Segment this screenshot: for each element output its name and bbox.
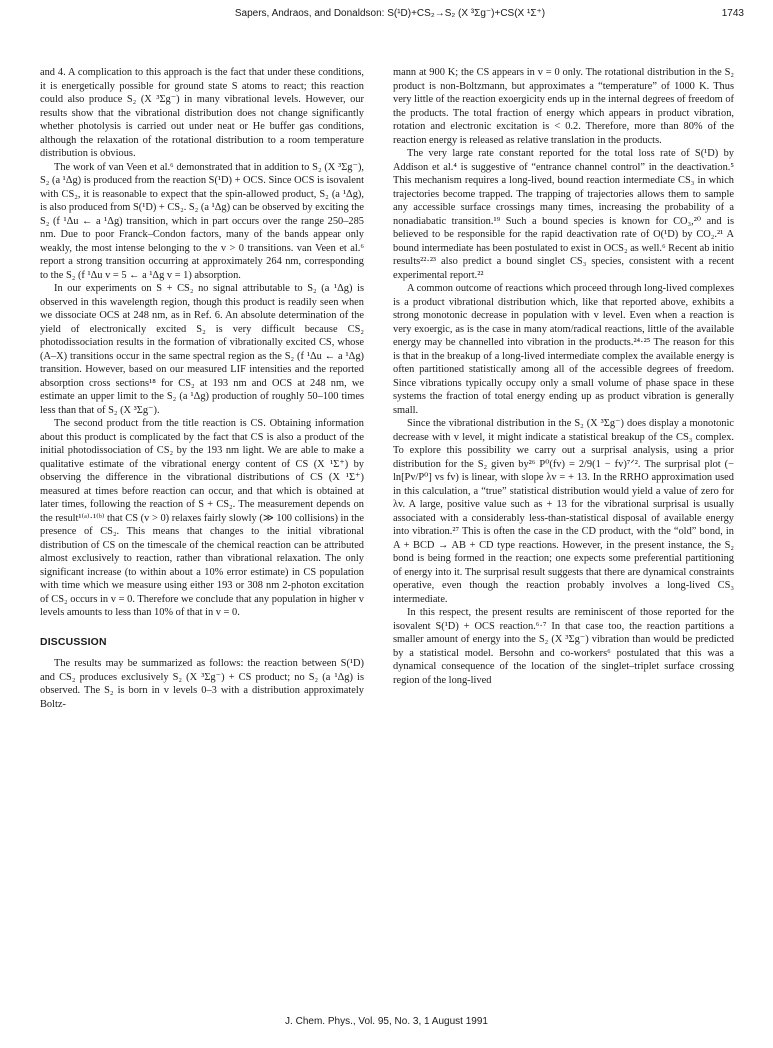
running-title: Sapers, Andraos, and Donaldson: S(¹D)+CS₂→S₂ (X ³Σg⁻)+CS(X ¹Σ⁺) — [234, 8, 546, 19]
section-heading: DISCUSSION — [40, 636, 107, 648]
paragraph: Since the vibrational distribution in the S₂ (X ³Σg⁻) does display a monotonic decrease with v level, it might indicate a statistical breakup of the CS₃ complex. To explore this possibility we carry out a surprisal analysis, using a prior distribution for the S₂ given by²⁶ P⁰(fv) = 2/9(1 − fv)⁷ᐟ². The surprisal plot (− ln[Pv/P⁰] vs fv) is linear, with slope λv = + 13. In the RRHO approximation used in this calculation, a “true” statistical distribution would yield a value of zero for λv. A large, positive value such as + 13 for the vibrational surprisal is usually associated with a considerably less-than-statistical disposal of available energy into vibration.²⁷ This is often the case in the CD product, with the “old” bond, in A + BCD → AB + CD type reactions. However, in the present instance, the S₂ bond is being formed in the reaction; one expects some preferential partitioning of energy into it. The surprisal result suggests that there are dynamical constraints operative, even though the reaction probably involves a long-lived CS₃ intermediate. — [393, 418, 734, 605]
running-header — [36, 8, 744, 26]
paragraph: The work of van Veen et al.⁶ demonstrated that in addition to S₂ (X ³Σg⁻), S₂ (a ¹Δg) is produced from the reaction S(¹D) + OCS. Since OCS is isovalent with CS₂, it is reasonable to expect that the spin-allowed product, S₂ (a ¹Δg), is also produced from S(¹D) + CS₂. S₂ (a ¹Δg) can be observed by exciting the S₂ (f ¹Δu ← a ¹Δg) transition, which in part occurs over the range 250–285 nm. Due to poor Franck–Condon factors, many of the bands appear only weakly, the most intense belonging to the v > 0 transitions. van Veen et al.⁶ report a strong transition occurring at approximately 264 nm, corresponding to the S₂ (f ¹Δu v = 5 ← a ¹Δg v = 1) absorption. — [40, 161, 364, 281]
paragraph: The results may be summarized as follows: the reaction between S(¹D) and CS₂ produces exclusively S₂ (X ³Σg⁻) + CS product; no S₂ (a ¹Δg) is observed. The S₂ is born in v levels 0–3 with a distribution approximately Boltz- — [40, 658, 364, 710]
paragraph: A common outcome of reactions which proceed through long-lived complexes is a product vibrational distribution which, like that reported above, exhibits a strong monotonic decrease in population with v level. Even when a reaction is very exoergic, as is the case in many atom/radical reactions, little of the available energy may be channelled into vibration in the products.²⁴·²⁵ The reason for this is that in the breakup of a long-lived intermediate complex the available energy is often partitioned statistically among all of the accessible degrees of freedom. Since vibrations typically occupy only a small volume of phase space in these systems the fraction of total energy ending up as product vibration is generally small. — [393, 283, 734, 416]
left-column — [40, 66, 364, 711]
paragraph: and 4. A complication to this approach is the fact that under these conditions, it is energetically possible for ground state S atoms to react; this reaction could also produce S₂ (X ³Σg⁻) in many vibrational levels. However, our results show that the vibrational distribution does not change significantly whether photolysis is carried out under neat or He buffer gas conditions, although the relaxation of the rotational distribution to a room temperature distribution is obvious. — [40, 67, 364, 159]
paragraph: The second product from the title reaction is CS. Obtaining information about this product is complicated by the fact that CS is also a product of the initial photodissociation of CS₂ by the 193 nm light. We are able to make a qualitative estimate of the vibrational energy content of CS (X ¹Σ⁺) by observing the difference in the vibrational distributions of CS (X ¹Σ⁺) measured at times before reaction can occur, and that which is obtained at later times, following the reaction of S + CS₂. The measurement depends on the result¹⁽ᵃ⁾·¹⁽ᵇ⁾ that CS (v > 0) relaxes fairly slowly (≫ 100 collisions) in the presence of CS₂. This means that changes to the initial vibrational distribution of CS on the timescale of the chemical reaction can be attributed almost exclusively to reaction, rather than vibrational relaxation. The only significant increase (to within about a 10% error estimate) in CS population with time which we measure using either 193 or 308 nm 2-photon excitation of CS₂ occurs in v = 0. Therefore we conclude that any population in higher v levels amounts to less than 10% of that in v = 0. — [40, 418, 364, 618]
paragraph: In our experiments on S + CS₂ no signal attributable to S₂ (a ¹Δg) is observed in this wavelength region, though this product is readily seen when we dissociate OCS at 248 nm, as in Ref. 6. An absolute determination of the yield of electronically excited S₂ is very difficult because CS₂ photodissociation results in the formation of vibrationally excited CS, whose (A–X) transitions occur in the same spectral region as the S₂ (f ¹Δu ← a ¹Δg) transition. However, based on our measured LIF intensities and the reported absorption cross sections¹⁸ for CS₂ at 193 nm and OCS at 248 nm, we estimate an upper limit to the S₂ (a ¹Δg) production of roughly 50–100 times less than that of S₂ (X ³Σg⁻). — [40, 283, 364, 416]
paragraph: In this respect, the present results are reminiscent of those reported for the isovalent S(¹D) + OCS reaction.⁶·⁷ In that case too, the reaction partitions a smaller amount of energy into the S₂ (X ³Σg⁻) vibration than would be predicted by a statistical model. Bersohn and co-workers⁶ postulated that this was a dynamical consequence of the location of the singlet–triplet surface crossing region of the long-lived — [393, 607, 734, 686]
page-number: 1743 — [721, 8, 744, 19]
paragraph: mann at 900 K; the CS appears in v = 0 only. The rotational distribution in the S₂ product is non-Boltzmann, but approximates a “temperature” of 1000 K. Thus very little of the reaction exoergicity ends up in the internal degrees of freedom of the products. The total fraction of energy which appears in product vibration, rotation and electronic excitation is < 0.2. Therefore, more than 80% of the reaction energy is released as relative translation in the products. — [393, 67, 734, 146]
paragraph: The very large rate constant reported for the total loss rate of S(¹D) by Addison et al.⁴ is suggestive of “entrance channel control” in the deactivation.⁵ This mechanism requires a long-lived, bound reaction intermediate CS₃ in which trajectories become trapped. The trapping of trajectories allows them to sample any accessible surface crossings many times, increasing the probability of a nonadiabatic transition.¹⁹ Such a bound species is known for CO₃,²⁰ and is believed to be responsible for the rapid deactivation rate of O(¹D) by CO₂.²¹ A bound intermediate has been postulated to exist in OCS₂ as well.⁶ Recent ab initio results²²·²³ also predict a bound singlet CS₃ species, consistent with a recent experimental report.²² — [393, 148, 734, 281]
right-column — [393, 66, 734, 687]
journal-citation: J. Chem. Phys., Vol. 95, No. 3, 1 August 1991 — [285, 1016, 488, 1027]
